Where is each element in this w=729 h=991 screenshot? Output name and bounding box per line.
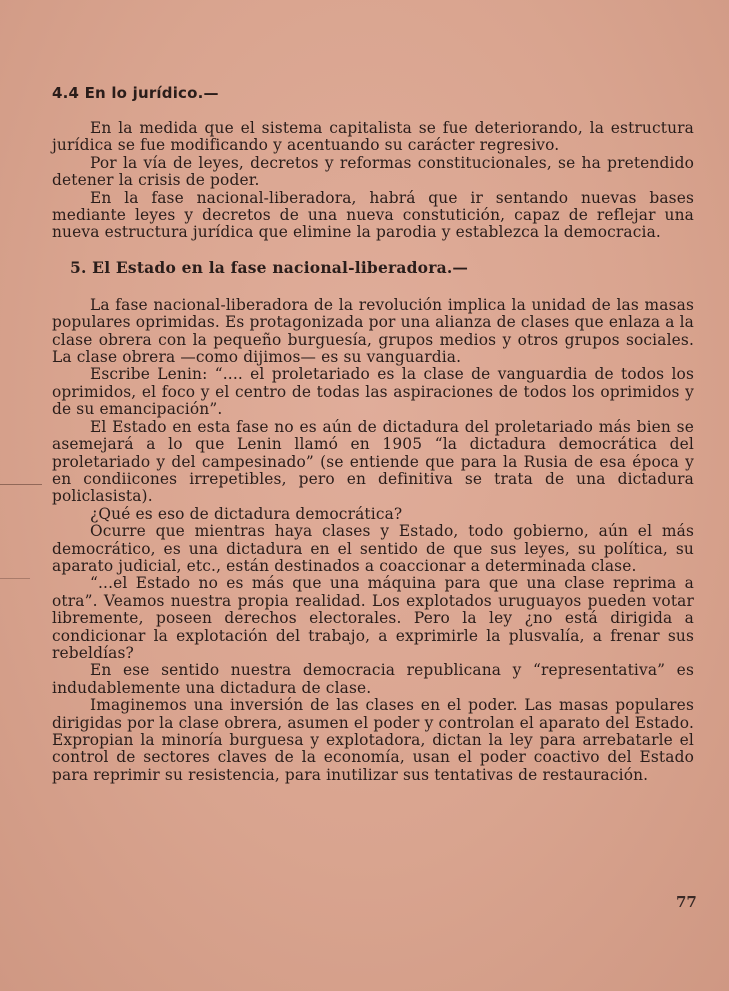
paragraph: En la medida que el sistema capitalista se fue deteriorando, la estructura jurídica se fue modificando y acentuando su carácter regresivo. [52, 119, 694, 155]
paragraph: Escribe Lenin: “.... el proletariado es la clase de vanguardia de todos los oprimidos, el foco y el centro de todas las aspiraciones de todos los oprimidos y de su emancipación”. [52, 365, 694, 419]
gutter-mark [0, 578, 30, 579]
paragraph: Por la vía de leyes, decretos y reformas constitucionales, se ha pretendido detener la crisis de poder. [52, 153, 694, 190]
paragraph: En ese sentido nuestra democracia republicana y “representativa” es indudablemente una dictadura de clase. [52, 661, 694, 697]
paragraph: ¿Qué es eso de dictadura democrática? [90, 504, 403, 523]
paragraph: La fase nacional-liberadora de la revolución implica la unidad de las masas populares oprimidas. Es protagonizada por una alianza de clases que enlaza a la clase obrera con la pequeño burguesía, grupos medios y otros grupos sociales. La clase obrera —como dijimos— es su vanguardia. [52, 295, 694, 367]
paragraph: Ocurre que mientras haya clases y Estado, todo gobierno, aún el más democrático, es una dictadura en el sentido de que sus leyes, su política, su aparato judicial, etc., están destinados a coaccionar a determinada clase. [52, 522, 694, 575]
page-number: 77 [676, 893, 697, 911]
paragraph: Imaginemos una inversión de las clases en el poder. Las masas populares dirigidas por la clase obrera, asumen el poder y controlan el aparato del Estado. Expropian la minoría burguesa y explotadora, dictan la ley para arrebatarle el control de sectores claves de la economía, usan el poder coactivo del Estado para reprimir su resistencia, para inutilizar sus tentativas de restauración. [52, 696, 694, 784]
gutter-mark [0, 484, 42, 485]
paragraph: “...el Estado no es más que una máquina para que una clase reprima a otra”. Veamos nuestra propia realidad. Los explotados uruguayos pueden votar libremente, poseen derechos electorales. Pero la ley ¿no está dirigida a condicionar la explotación del trabajo, a exprimirle la plusvalía, a frenar sus rebeldías? [52, 574, 694, 662]
paragraph: En la fase nacional-liberadora, habrá que ir sentando nuevas bases mediante leyes y decretos de una nueva constutición, capaz de reflejar una nueva estructura jurídica que elimine la parodia y establezca la democracia. [52, 188, 694, 242]
section-heading-5: 5. El Estado en la fase nacional-liberadora.— [70, 257, 469, 277]
section-5-body [52, 297, 694, 784]
section-4-4-body [52, 120, 694, 242]
paragraph: El Estado en esta fase no es aún de dictadura del proletariado más bien se asemejará a lo que Lenin llamó en 1905 “la dictadura democrática del proletariado y del campesinado” (se entiende que para la Rusia de esa época y en condiicones irrepetibles, pero en definitiva se trata de una dictadura policlasista). [52, 417, 694, 506]
page-content [52, 84, 694, 784]
section-heading-4-4: 4.4 En lo jurídico.— [52, 84, 219, 102]
